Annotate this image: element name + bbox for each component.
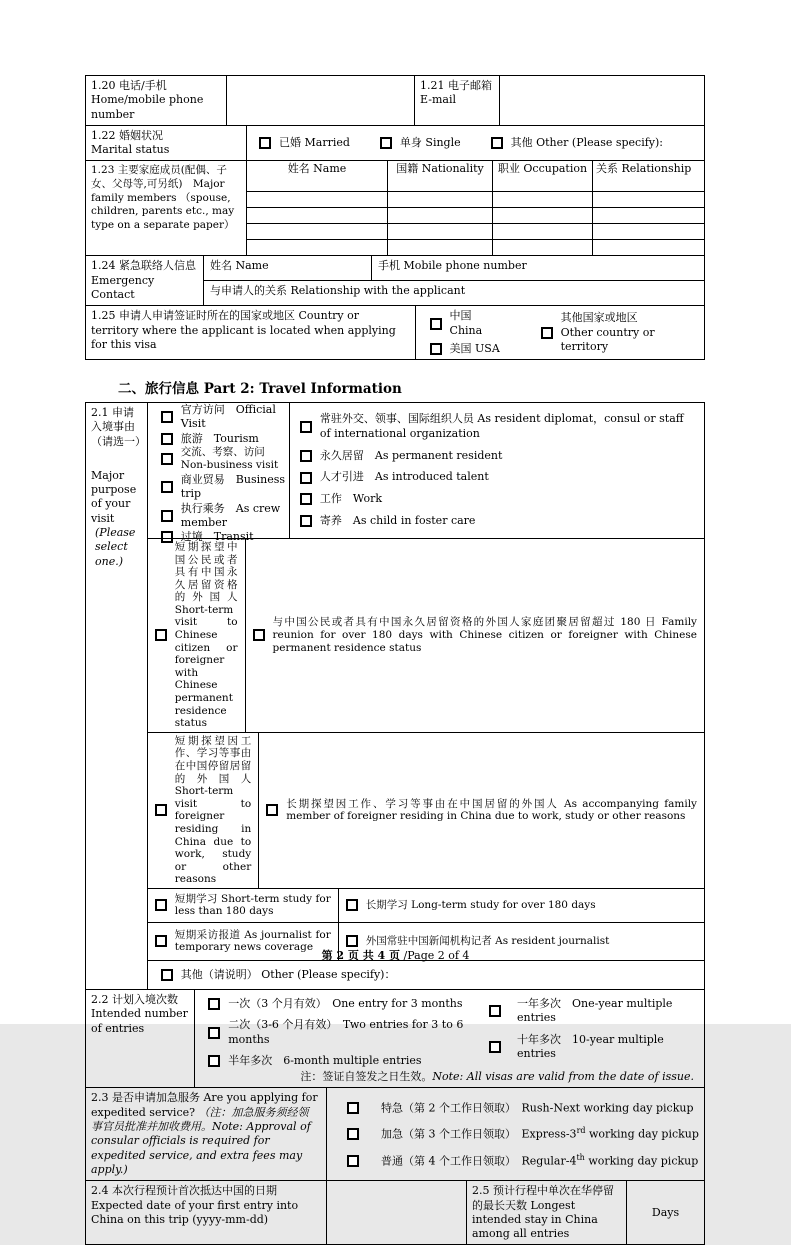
field-2-3-note: （注：加急服务须经领事官员批准并加收费用。Note: Approval of consular officials is required for expedited service, and extra fees may apply.) [91,1105,311,1176]
option-label: 普通（第 4 个工作日领取） Regular-4th working day pickup [381,1152,699,1168]
option-label: 一次（3 个月有效） One entry for 3 months [228,996,463,1010]
checkbox-china[interactable] [430,318,442,330]
entries-option-oneyear-multi[interactable] [489,997,700,1026]
emergency-name-label: 姓名 Name [210,259,269,273]
field-2-1-select-note-en: (Please select one.) [95,526,136,568]
checkbox-single[interactable] [380,137,392,149]
purpose-option-other[interactable] [161,968,396,982]
option-label: 已婚 Married [279,136,350,150]
family-header-nationality: 国籍 Nationality [387,161,492,191]
marital-option-single[interactable] [380,136,461,150]
field-1-24-label-en: Emergency Contact [91,273,155,302]
apply-location-options [415,306,704,359]
field-1-20-label-en: Home/mobile phone number [91,93,204,121]
option-label: 过境 Transit [180,530,254,544]
option-label: 美国 USA [449,342,500,356]
field-2-1-label-zh: 2.1 申请入境事由 [91,405,135,434]
checkbox-regular[interactable] [347,1155,359,1167]
family-occupation-cell[interactable] [492,208,592,223]
checkbox-introduced-talent[interactable] [300,472,312,484]
checkbox-work[interactable] [300,493,312,505]
checkbox-official-visit[interactable] [161,411,173,423]
purpose-option-business-trip[interactable] [161,473,289,502]
field-1-20-label-zh: 1.20 电话/手机 [91,79,167,92]
page-footer [0,949,791,963]
checkbox-tourism[interactable] [161,433,173,445]
option-label: 寄养 As child in foster care [319,514,476,528]
emergency-relationship-label: 与申请人的关系 Relationship with the applicant [210,284,466,298]
field-1-23-label: 1.23 主要家庭成员(配偶、子女、父母等,可另纸) Major family members （spouse, children, parents etc., may type on a separate paper） [91,164,235,232]
option-label: 加急（第 3 个工作日领取） Express-3rd working day pickup [381,1126,699,1141]
field-1-24-label [86,256,203,305]
expedited-option-regular[interactable] [347,1153,700,1169]
purpose-option-family-reunion-180[interactable] [245,539,704,732]
marital-option-married[interactable] [259,136,350,150]
checkbox-purpose-other[interactable] [161,969,173,981]
checkbox-two-entries[interactable] [208,1027,220,1039]
field-2-4-label: 2.4 本次行程预计首次抵达中国的日期 Expected date of your first entry into China on this trip (yyyy-mm-dd) [91,1184,299,1226]
marital-option-other[interactable] [491,136,663,150]
family-table-header-row [247,161,704,191]
checkbox-permanent-resident[interactable] [300,450,312,462]
email-input-cell[interactable] [499,76,704,125]
checkbox-short-visit-foreigner[interactable] [155,804,167,816]
family-name-cell[interactable] [247,240,387,255]
field-1-21-label-en: E-mail [420,93,456,107]
option-label: 长期探望因工作、学习等事由在中国居留的外国人 As accompanying family member of foreigner residing in China due to work, study or other reasons [286,797,697,823]
days-unit-label: Days [651,1205,680,1219]
field-1-20-label [86,76,226,125]
option-label: 长期学习 Long-term study for over 180 days [365,899,596,912]
option-label: 常驻外交、领事、国际组织人员 As resident diplomat，consul or staff of international organization [319,412,684,440]
family-header-name: 姓名 Name [287,162,347,176]
family-nationality-cell[interactable] [387,224,492,239]
checkbox-resident-journalist[interactable] [346,935,358,947]
family-table-row [247,223,704,239]
field-2-1-label [86,403,147,989]
option-label: 官方访问 Official Visit [180,402,276,431]
checkbox-business-trip[interactable] [161,481,173,493]
option-label: 单身 Single [399,136,461,150]
purpose-option-resident-diplomat[interactable] [300,412,696,441]
checkbox-oneyear-multi[interactable] [489,1005,501,1017]
option-label: 短期探望中国公民或者具有中国永久居留资格的外国人 Short-term visit to Chinese citizen or foreigner with Chinese permanent residence status [174,540,238,730]
option-label: 中国 China [449,309,483,337]
emergency-name-cell[interactable] [204,256,371,280]
expedited-options-area [326,1088,704,1180]
checkbox-long-study[interactable] [346,899,358,911]
checkbox-rush[interactable] [347,1102,359,1114]
field-1-22-label-zh: 1.22 婚姻状况 [91,128,163,142]
purpose-options-area [147,403,704,989]
checkbox-foster-care[interactable] [300,515,312,527]
family-occupation-cell[interactable] [492,224,592,239]
option-label: 交流、考察、访问 Non-business visit [180,445,279,472]
emergency-relationship-cell[interactable] [204,281,704,305]
family-table-row [247,239,704,255]
field-2-3-label [86,1088,326,1180]
option-label: 短期探望因工作、学习等事由在中国停留居留的外国人 Short-term visit to foreigner residing in China due to work, study or other reasons [174,734,252,886]
family-name-cell[interactable] [247,224,387,239]
entries-options-area [194,990,704,1087]
page-number-zh: 第 2 页 共 4 页 [321,949,401,962]
emergency-phone-label: 手机 Mobile phone number [378,259,527,273]
option-label: 永久居留 As permanent resident [319,448,503,462]
purpose-option-tourism[interactable] [161,432,289,446]
entries-option-tenyear-multi[interactable] [489,1033,700,1062]
checkbox-crew-member[interactable] [161,510,173,522]
purpose-option-long-study[interactable] [338,889,704,922]
entries-option-two-entries[interactable] [208,1018,481,1047]
purpose-option-short-visit-citizen[interactable] [148,539,245,732]
checkbox-country-other[interactable] [541,327,553,339]
family-nationality-cell[interactable] [387,192,492,207]
field-2-1-label-en: Major purpose of your visit [91,468,137,525]
family-table-row [247,207,704,223]
field-2-2-label [86,990,194,1087]
longest-stay-days-cell[interactable] [626,1181,704,1244]
field-2-5-label: 2.5 预计行程中单次在华停留的最长天数 Longest intended stay in China among all entries [466,1181,626,1244]
field-2-3-question: 2.3 是否申请加急服务 Are you applying for expedited service? [91,1091,318,1119]
part1-table [85,75,705,360]
checkbox-non-business[interactable] [161,453,173,465]
field-1-21-label-zh: 1.21 电子邮箱 [420,79,492,92]
purpose-option-short-study[interactable] [148,889,338,922]
checkbox-marital-other[interactable] [491,137,503,149]
checkbox-usa[interactable] [430,343,442,355]
option-label: 特急（第 2 个工作日领取） Rush-Next working day pickup [381,1101,694,1115]
purpose-option-permanent-resident[interactable] [300,449,696,463]
option-label: 一年多次 One-year multiple entries [517,996,673,1025]
family-table-row [247,191,704,207]
family-occupation-cell[interactable] [492,192,592,207]
option-label: 商业贸易 Business trip [180,473,285,501]
family-header-relationship: 关系 Relationship [592,161,694,191]
entries-note-en: Note: All visas are valid from the date of issue. [432,1070,694,1084]
option-label: 其他 Other (Please specify): [510,136,663,150]
field-1-25-label: 1.25 申请人申请签证时所在的国家或地区 Country or territory where the applicant is located when applying for this visa [91,309,396,352]
checkbox-temp-journalist[interactable] [155,935,167,947]
entries-option-halfyear-multi[interactable] [208,1054,481,1068]
option-label: 短期学习 Short-term study for less than 180 days [174,892,331,918]
option-label: 旅游 Tourism [180,431,259,445]
checkbox-married[interactable] [259,137,271,149]
emergency-contact-cells [203,256,704,305]
purpose-option-non-business[interactable] [161,446,289,473]
option-label: 与中国公民或者具有中国永久居留资格的外国人家庭团聚居留超过 180 日 Family reunion for over 180 days with Chinese citizen or foreigner with Chinese permanent residence status [272,616,697,654]
option-label: 半年多次 6-month multiple entries [228,1053,422,1067]
location-option-china[interactable] [430,309,505,338]
field-1-24-label-zh: 1.24 紧急联络人信息 [91,259,196,273]
family-nationality-cell[interactable] [387,208,492,223]
purpose-option-introduced-talent[interactable] [300,470,696,484]
checkbox-short-visit-citizen[interactable] [155,629,167,641]
option-label: 其他国家或地区 Other country or territory [560,311,655,354]
purpose-option-short-visit-foreigner[interactable] [148,733,258,888]
checkbox-tenyear-multi[interactable] [489,1041,501,1053]
family-members-table [246,161,704,255]
checkbox-halfyear-multi[interactable] [208,1055,220,1067]
marital-options [246,126,704,161]
field-1-21-label [414,76,499,125]
entry-date-input-cell[interactable] [326,1181,466,1244]
checkbox-express[interactable] [347,1128,359,1140]
purpose-option-official-visit[interactable] [161,403,289,432]
checkbox-family-reunion-180[interactable] [253,629,265,641]
emergency-phone-cell[interactable] [371,256,704,280]
entries-option-one-entry[interactable] [208,997,481,1011]
option-label: 工作 Work [319,492,383,506]
checkbox-accompanying-family[interactable] [266,804,278,816]
family-relationship-cell[interactable] [592,240,599,255]
family-relationship-cell[interactable] [592,192,599,207]
field-2-2-label-en: Intended number of entries [91,1007,188,1035]
entries-note [208,1068,700,1084]
checkbox-short-study[interactable] [155,899,167,911]
family-name-cell[interactable] [247,208,387,223]
phone-input-cell[interactable] [226,76,414,125]
field-2-1-select-note-zh: （请选一） [91,434,146,448]
family-nationality-cell[interactable] [387,240,492,255]
family-name-cell[interactable] [247,192,387,207]
purpose-option-work[interactable] [300,492,696,506]
family-relationship-cell[interactable] [592,224,599,239]
field-1-22-label-en: Marital status [91,143,170,157]
expedited-option-express[interactable] [347,1126,700,1142]
option-label: 其他（请说明） Other (Please specify)： [180,967,396,981]
field-1-22-label [86,126,246,161]
checkbox-resident-diplomat[interactable] [300,421,312,433]
option-label: 外国常驻中国新闻机构记者 As resident journalist [365,935,610,948]
expedited-option-rush[interactable] [347,1100,700,1116]
option-label: 短期采访报道 As journalist for temporary news coverage [174,928,331,954]
purpose-option-accompanying-family[interactable] [258,733,704,888]
part2-table [85,402,705,1245]
entries-note-zh: 注：签证自签发之日生效。 [300,1070,433,1084]
option-label: 执行乘务 As crew member [180,501,281,529]
field-2-2-label-zh: 2.2 计划入境次数 [91,992,178,1006]
family-occupation-cell[interactable] [492,240,592,255]
purpose-option-foster-care[interactable] [300,514,696,528]
page-number-en: /Page 2 of 4 [400,949,470,962]
option-label: 人才引进 As introduced talent [319,470,489,484]
purpose-option-crew-member[interactable] [161,502,289,531]
location-option-other[interactable] [541,311,699,354]
location-option-usa[interactable] [430,342,505,356]
family-header-occupation: 职业 Occupation [492,161,592,191]
option-label: 十年多次 10-year multiple entries [517,1032,664,1060]
family-relationship-cell[interactable] [592,208,599,223]
part2-section-title: 二、旅行信息 Part 2: Travel Information [118,381,402,398]
option-label: 二次（3-6 个月有效） Two entries for 3 to 6 months [228,1018,464,1046]
checkbox-one-entry[interactable] [208,998,220,1010]
